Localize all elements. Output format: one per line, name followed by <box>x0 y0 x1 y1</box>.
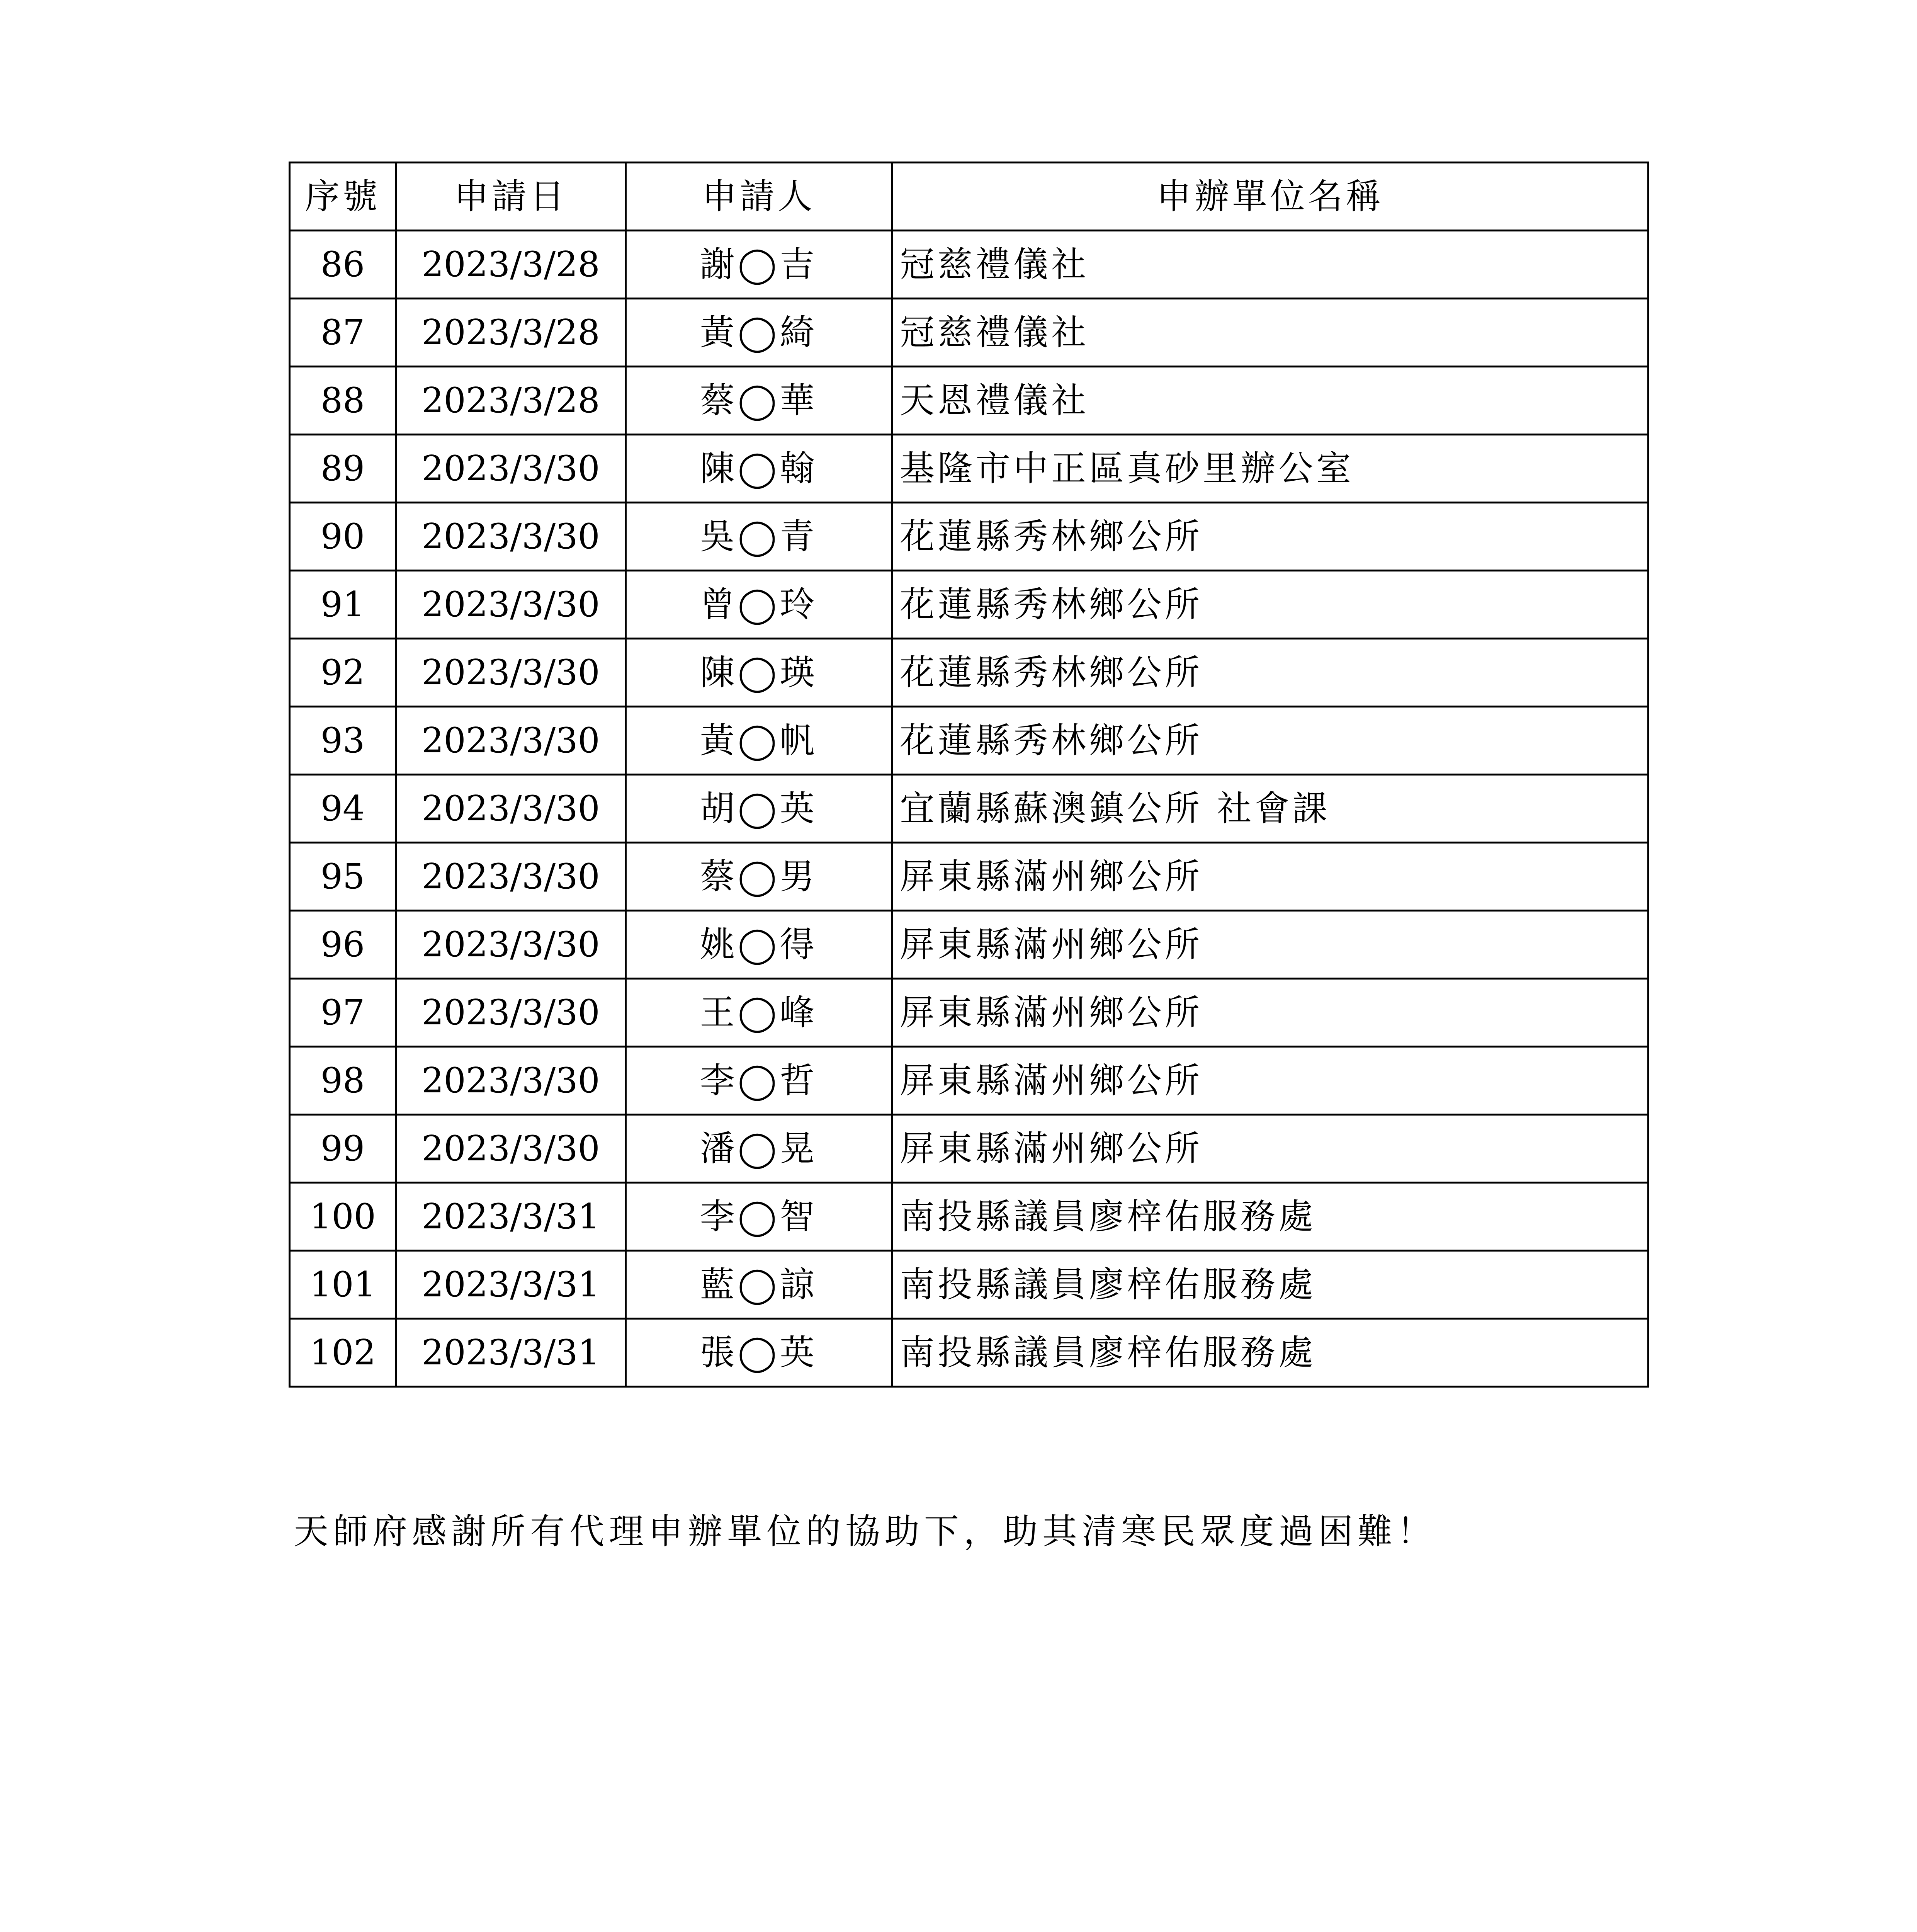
row-unit: 屏東縣滿州鄉公所 <box>892 1115 1648 1183</box>
row-date: 2023/3/30 <box>396 1115 626 1183</box>
row-number: 89 <box>290 435 396 503</box>
table-row <box>290 1183 1648 1251</box>
row-date: 2023/3/30 <box>396 775 626 843</box>
row-unit: 花蓮縣秀林鄉公所 <box>892 503 1648 571</box>
row-unit: 花蓮縣秀林鄉公所 <box>892 707 1648 775</box>
row-applicant: 姚◯得 <box>626 911 892 979</box>
row-unit: 冠慈禮儀社 <box>892 231 1648 299</box>
table-row <box>290 775 1648 843</box>
row-unit: 基隆市中正區真砂里辦公室 <box>892 435 1648 503</box>
table-row <box>290 1319 1648 1387</box>
row-date: 2023/3/30 <box>396 1047 626 1115</box>
table-row <box>290 1115 1648 1183</box>
table-row <box>290 367 1648 435</box>
row-applicant: 張◯英 <box>626 1319 892 1387</box>
row-number: 95 <box>290 843 396 911</box>
table-row <box>290 707 1648 775</box>
row-date: 2023/3/30 <box>396 707 626 775</box>
header-unit: 申辦單位名稱 <box>892 163 1648 231</box>
table-row <box>290 1251 1648 1319</box>
row-applicant: 黃◯綺 <box>626 299 892 367</box>
row-date: 2023/3/30 <box>396 571 626 639</box>
row-unit: 冠慈禮儀社 <box>892 299 1648 367</box>
row-applicant: 蔡◯男 <box>626 843 892 911</box>
row-number: 92 <box>290 639 396 707</box>
row-applicant: 陳◯翰 <box>626 435 892 503</box>
row-applicant: 胡◯英 <box>626 775 892 843</box>
row-number: 86 <box>290 231 396 299</box>
row-number: 97 <box>290 979 396 1047</box>
row-number: 93 <box>290 707 396 775</box>
row-unit: 天恩禮儀社 <box>892 367 1648 435</box>
row-date: 2023/3/31 <box>396 1319 626 1387</box>
row-applicant: 黃◯帆 <box>626 707 892 775</box>
row-applicant: 藍◯諒 <box>626 1251 892 1319</box>
table-row <box>290 1047 1648 1115</box>
row-date: 2023/3/30 <box>396 503 626 571</box>
row-number: 94 <box>290 775 396 843</box>
table-row <box>290 639 1648 707</box>
row-applicant: 蔡◯華 <box>626 367 892 435</box>
row-date: 2023/3/30 <box>396 843 626 911</box>
row-number: 102 <box>290 1319 396 1387</box>
table-row <box>290 231 1648 299</box>
row-applicant: 陳◯瑛 <box>626 639 892 707</box>
row-unit: 南投縣議員廖梓佑服務處 <box>892 1183 1648 1251</box>
row-unit: 花蓮縣秀林鄉公所 <box>892 571 1648 639</box>
row-unit: 屏東縣滿州鄉公所 <box>892 979 1648 1047</box>
table-row <box>290 571 1648 639</box>
row-unit: 宜蘭縣蘇澳鎮公所 社會課 <box>892 775 1648 843</box>
row-unit: 屏東縣滿州鄉公所 <box>892 1047 1648 1115</box>
row-number: 88 <box>290 367 396 435</box>
row-number: 100 <box>290 1183 396 1251</box>
table-row <box>290 843 1648 911</box>
row-date: 2023/3/30 <box>396 639 626 707</box>
row-date: 2023/3/28 <box>396 367 626 435</box>
row-date: 2023/3/28 <box>396 231 626 299</box>
row-number: 96 <box>290 911 396 979</box>
table-row <box>290 911 1648 979</box>
table-row <box>290 435 1648 503</box>
row-date: 2023/3/28 <box>396 299 626 367</box>
table-row <box>290 299 1648 367</box>
row-unit: 花蓮縣秀林鄉公所 <box>892 639 1648 707</box>
applicant-table <box>289 162 1649 1388</box>
table-header <box>290 163 1648 231</box>
row-applicant: 王◯峰 <box>626 979 892 1047</box>
table-row <box>290 503 1648 571</box>
row-applicant: 吳◯青 <box>626 503 892 571</box>
table-row <box>290 979 1648 1047</box>
header-number: 序號 <box>290 163 396 231</box>
row-number: 98 <box>290 1047 396 1115</box>
row-number: 91 <box>290 571 396 639</box>
row-applicant: 潘◯晃 <box>626 1115 892 1183</box>
row-applicant: 李◯哲 <box>626 1047 892 1115</box>
row-date: 2023/3/30 <box>396 979 626 1047</box>
header-date: 申請日 <box>396 163 626 231</box>
header-applicant: 申請人 <box>626 163 892 231</box>
row-date: 2023/3/30 <box>396 911 626 979</box>
row-date: 2023/3/31 <box>396 1251 626 1319</box>
header-row <box>290 163 1648 231</box>
row-date: 2023/3/31 <box>396 1183 626 1251</box>
row-unit: 屏東縣滿州鄉公所 <box>892 911 1648 979</box>
row-unit: 屏東縣滿州鄉公所 <box>892 843 1648 911</box>
row-applicant: 曾◯玲 <box>626 571 892 639</box>
row-number: 90 <box>290 503 396 571</box>
thanks-note: 天師府感謝所有代理申辦單位的協助下，助其清寒民眾度過困難！ <box>294 1511 1436 1552</box>
row-applicant: 李◯智 <box>626 1183 892 1251</box>
row-unit: 南投縣議員廖梓佑服務處 <box>892 1319 1648 1387</box>
row-unit: 南投縣議員廖梓佑服務處 <box>892 1251 1648 1319</box>
row-number: 87 <box>290 299 396 367</box>
row-number: 99 <box>290 1115 396 1183</box>
row-applicant: 謝◯吉 <box>626 231 892 299</box>
row-date: 2023/3/30 <box>396 435 626 503</box>
table-body <box>290 231 1648 1387</box>
row-number: 101 <box>290 1251 396 1319</box>
